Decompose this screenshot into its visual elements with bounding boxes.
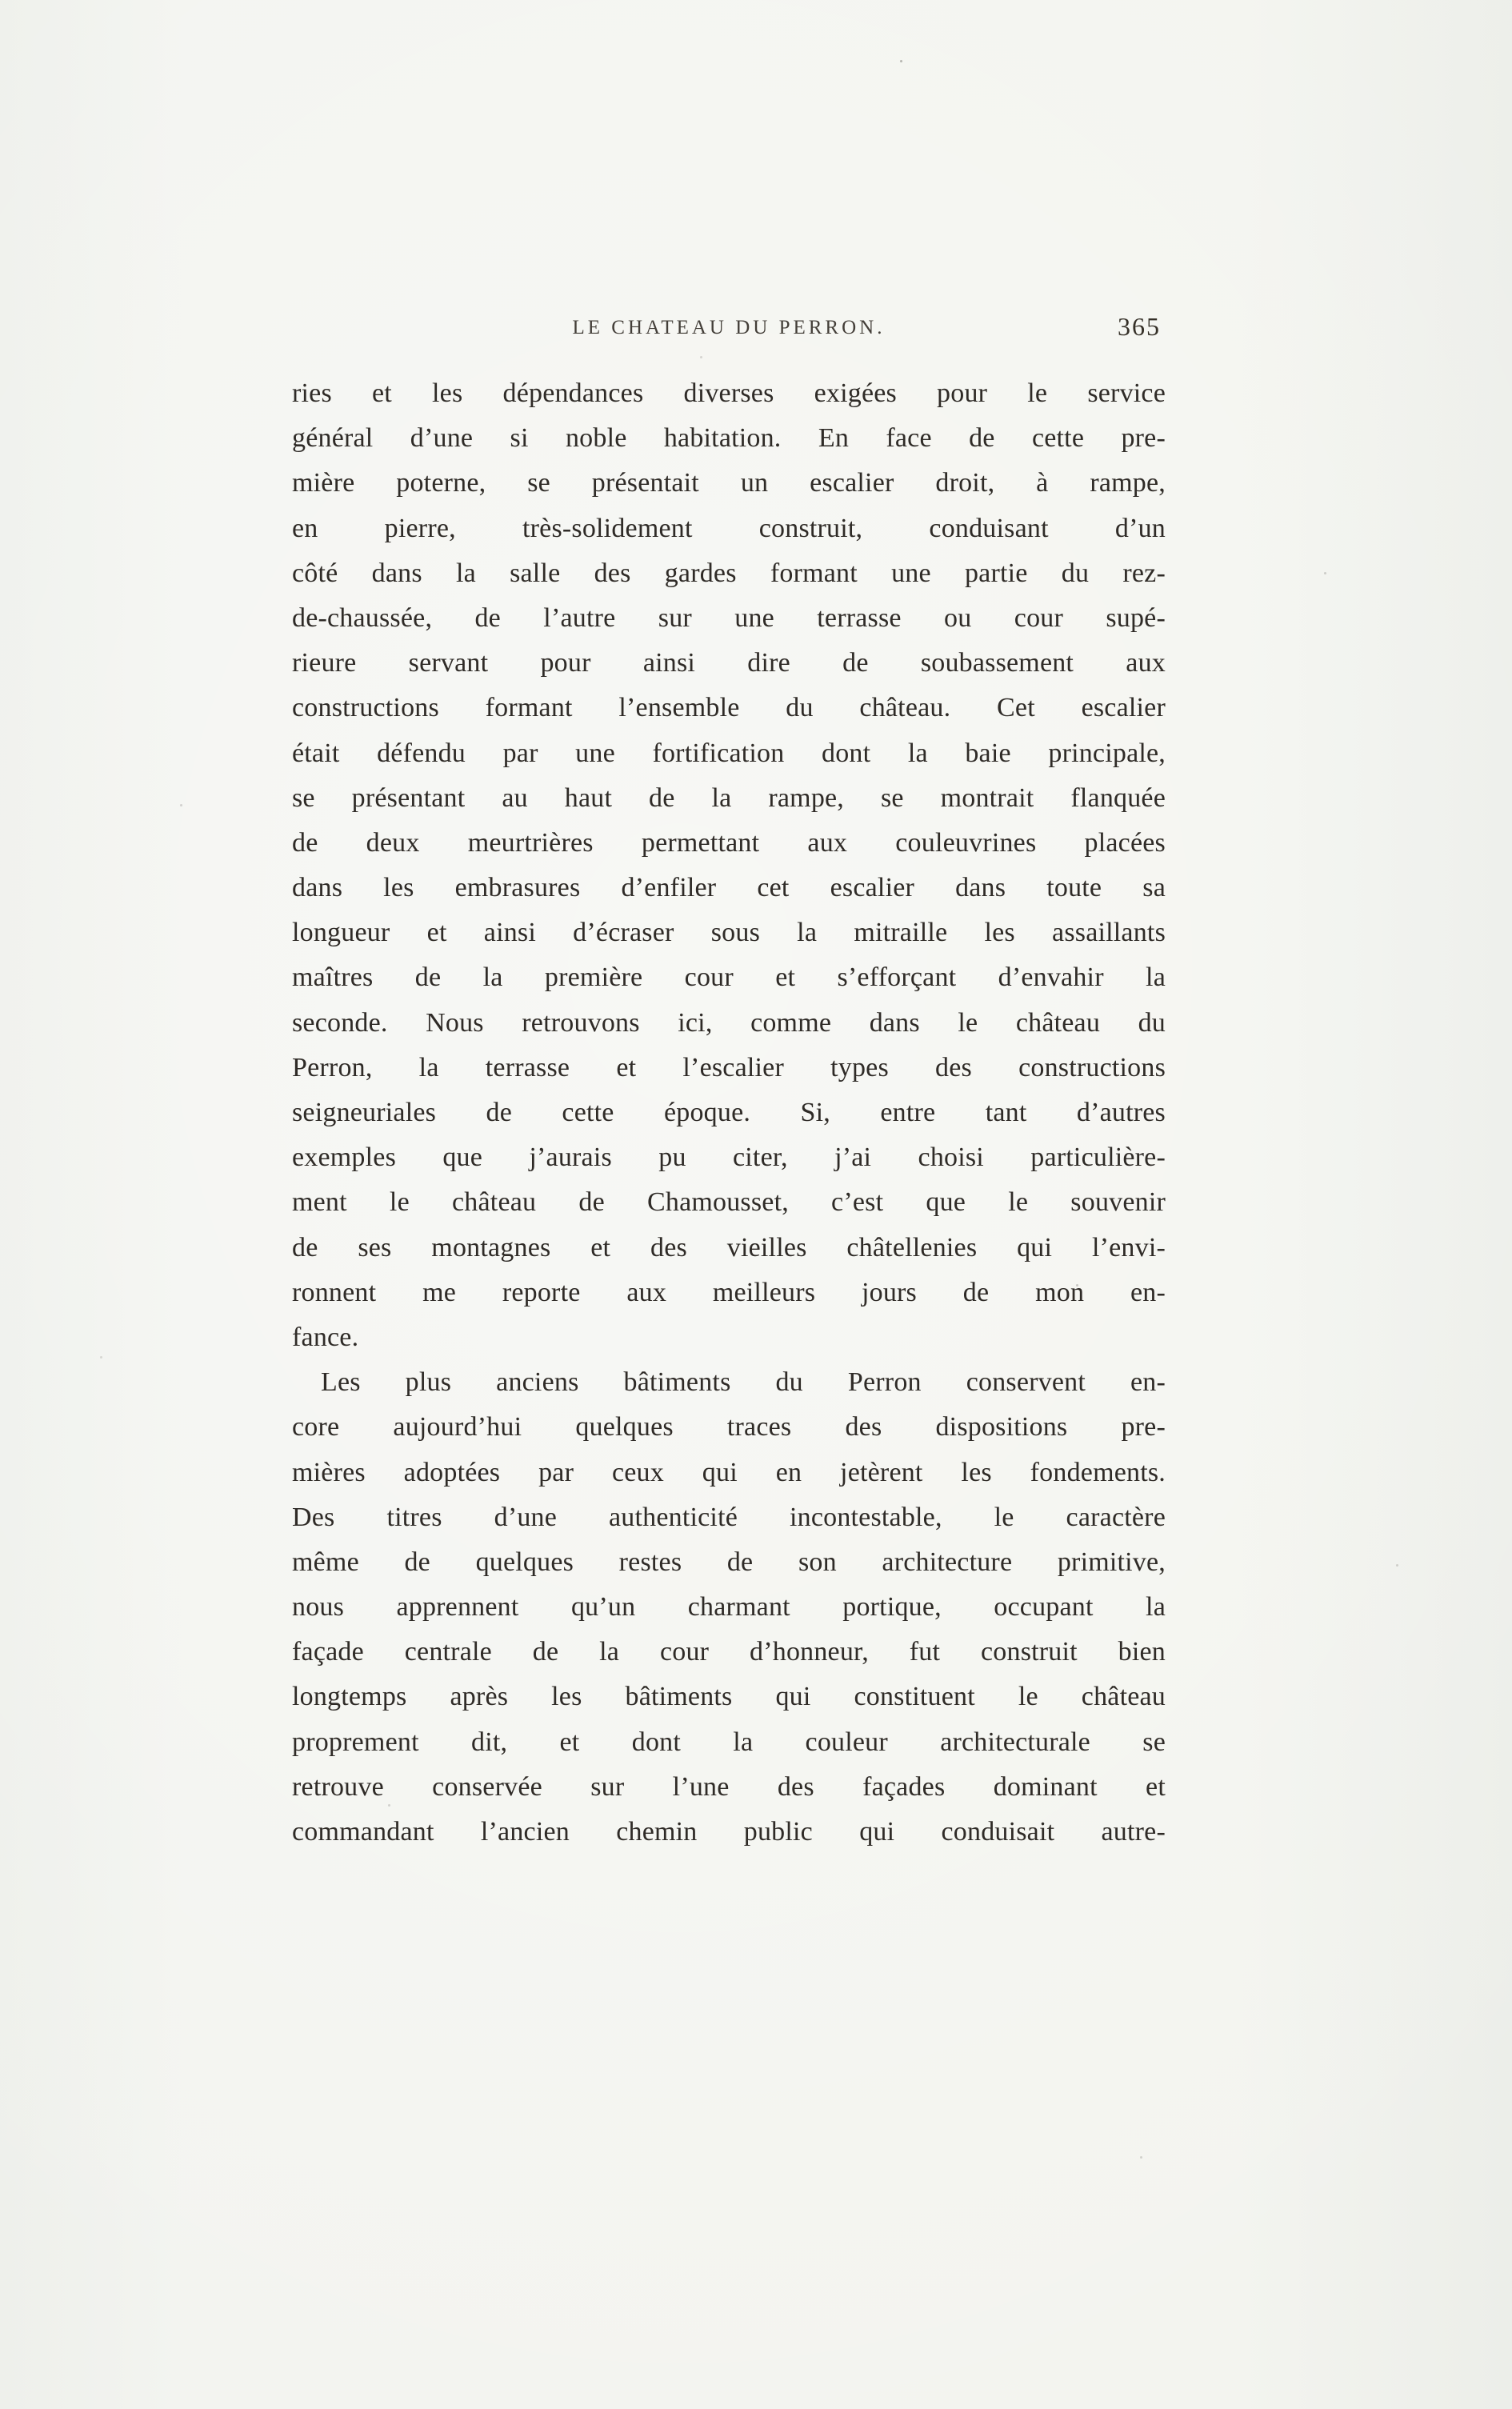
text-line: dans les embrasures d’enfiler cet escalier dans toute sa	[292, 873, 1166, 903]
scan-noise	[900, 60, 902, 62]
text-line: général d’une si noble habitation. En face de cette pre-	[292, 423, 1166, 454]
text-line: longueur et ainsi d’écraser sous la mitraille les assaillants	[292, 918, 1166, 948]
text-line: ries et les dépendances diverses exigées pour le service	[292, 378, 1166, 408]
text-line: Les plus anciens bâtiments du Perron conservent en-	[321, 1367, 1166, 1398]
text-line: nous apprennent qu’un charmant portique, occupant la	[292, 1592, 1166, 1623]
text-line: rieure servant pour ainsi dire de soubassement aux	[292, 648, 1166, 678]
text-line: façade centrale de la cour d’honneur, fut construit bien	[292, 1637, 1166, 1667]
text-line: mières adoptées par ceux qui en jetèrent les fondements.	[292, 1457, 1166, 1487]
text-line: ment le château de Chamousset, c’est que le souvenir	[292, 1187, 1166, 1218]
text-line: de-chaussée, de l’autre sur une terrasse ou cour supé-	[292, 602, 1166, 633]
paragraph	[292, 371, 1166, 1360]
running-header-title: LE CHATEAU DU PERRON.	[572, 317, 886, 338]
text-line: se présentant au haut de la rampe, se montrait flanquée	[292, 782, 1166, 813]
text-line: longtemps après les bâtiments qui constituent le château	[292, 1682, 1166, 1712]
text-line: côté dans la salle des gardes formant une partie du rez-	[292, 558, 1166, 588]
text-line: mière poterne, se présentait un escalier droit, à rampe,	[292, 468, 1166, 498]
text-line: proprement dit, et dont la couleur architecturale se	[292, 1727, 1166, 1757]
text-line: en pierre, très-solidement construit, conduisant d’un	[292, 513, 1166, 543]
text-line: retrouve conservée sur l’une des façades dominant et	[292, 1771, 1166, 1802]
page-number: 365	[1118, 312, 1161, 341]
text-line: même de quelques restes de son architecture primitive,	[292, 1547, 1166, 1577]
text-line: fance.	[292, 1322, 359, 1352]
text-line: Des titres d’une authenticité incontestable, le caractère	[292, 1502, 1166, 1532]
text-line: seconde. Nous retrouvons ici, comme dans le château du	[292, 1007, 1166, 1038]
text-line: exemples que j’aurais pu citer, j’ai choisi particulière-	[292, 1142, 1166, 1173]
body-text	[292, 371, 1166, 1855]
text-line: core aujourd’hui quelques traces des dispositions pre-	[292, 1412, 1166, 1443]
text-line: de deux meurtrières permettant aux couleuvrines placées	[292, 827, 1166, 858]
text-line: de ses montagnes et des vieilles châtellenies qui l’envi-	[292, 1232, 1166, 1263]
text-line: constructions formant l’ensemble du château. Cet escalier	[292, 693, 1166, 723]
text-line: maîtres de la première cour et s’efforçant d’envahir la	[292, 962, 1166, 993]
running-header	[292, 312, 1166, 354]
text-line: était défendu par une fortification dont la baie principale,	[292, 738, 1166, 768]
text-line: ronnent me reporte aux meilleurs jours de mon en-	[292, 1277, 1166, 1307]
text-line: commandant l’ancien chemin public qui conduisait autre-	[292, 1817, 1166, 1847]
paragraph	[292, 1360, 1166, 1855]
text-line: Perron, la terrasse et l’escalier types des constructions	[292, 1052, 1166, 1082]
text-block	[292, 312, 1166, 1855]
text-line: seigneuriales de cette époque. Si, entre tant d’autres	[292, 1098, 1166, 1127]
